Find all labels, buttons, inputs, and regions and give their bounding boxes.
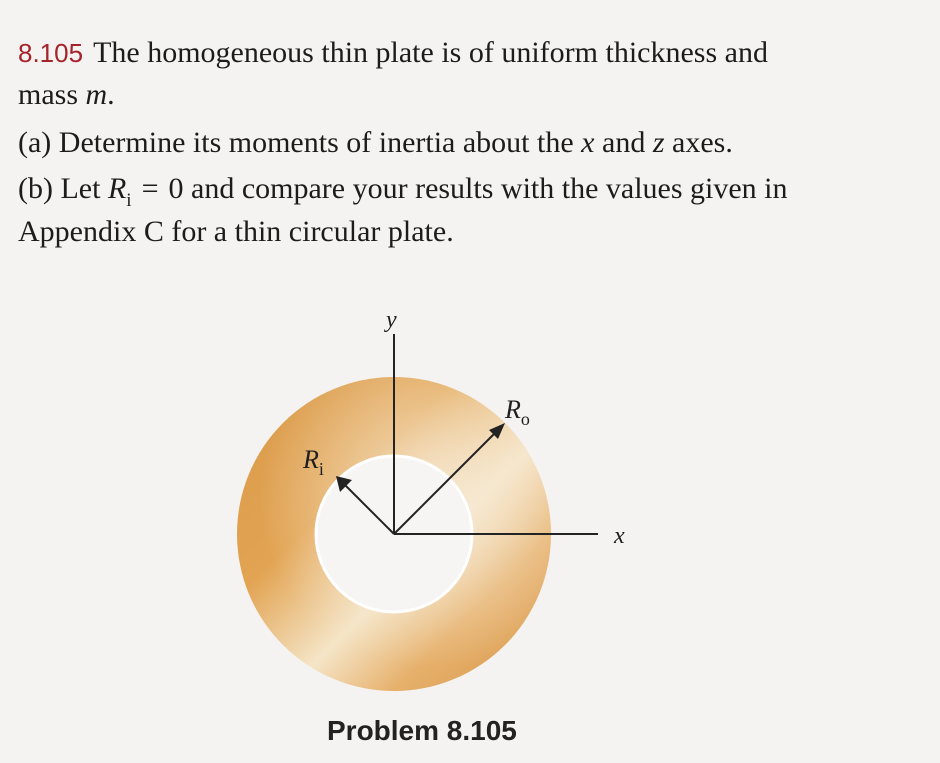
inner-radius-label: $R_i$ (303, 445, 324, 479)
part-b-suffix: 0 and compare your results with the values given in (168, 172, 788, 205)
mass-variable: m (85, 78, 108, 111)
part-b-prefix: (b) Let (18, 172, 108, 205)
part-a-suffix: axes. (664, 126, 733, 159)
mass-prefix: mass (18, 78, 86, 111)
problem-text-line-1: The homogeneous thin plate is of uniform thickness and (93, 36, 768, 69)
part-a-prefix: (a) Determine its moments of inertia about the (18, 126, 582, 159)
inner-radius-variable: R (107, 172, 127, 205)
part-a-mid: and (594, 126, 653, 159)
z-variable: z (652, 126, 665, 159)
equals-sign: = (141, 172, 159, 205)
x-axis-label: x (614, 523, 625, 549)
figure-caption: Problem 8.105 (327, 715, 517, 746)
part-b-line-2-text: Appendix C for a thin circular plate. (18, 215, 454, 248)
mass-suffix: . (107, 78, 115, 111)
x-variable: x (581, 126, 595, 159)
outer-radius-label: $R_o$ (505, 395, 530, 429)
y-axis-label: y (386, 307, 397, 333)
problem-number: 8.105 (18, 38, 84, 68)
inner-radius-subscript: i (126, 190, 132, 211)
